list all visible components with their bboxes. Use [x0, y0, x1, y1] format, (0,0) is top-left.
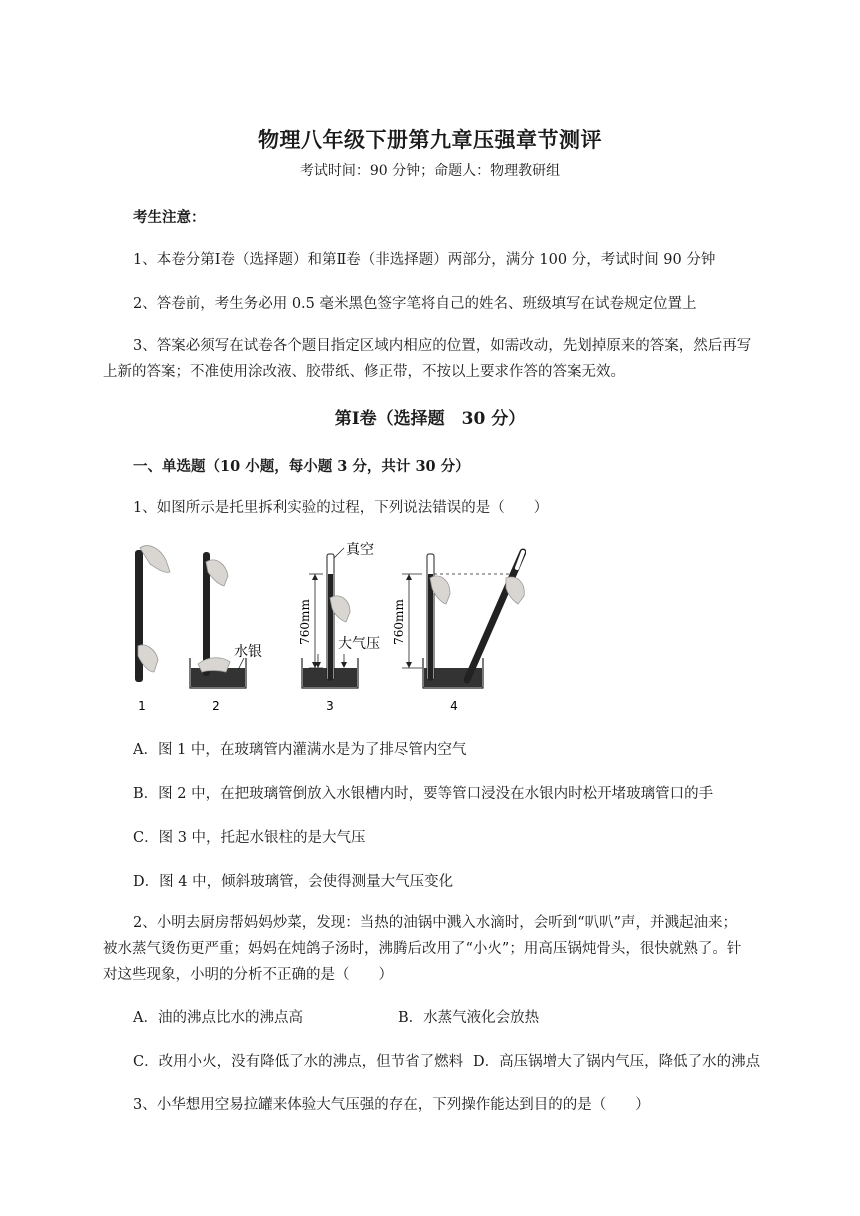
question-3-stem: 3、小华想用空易拉罐来体验大气压强的存在，下列操作能达到目的的是（ ） [133, 1097, 650, 1113]
question-1-option-a: A．图 1 中，在玻璃管内灌满水是为了排尽管内空气 [133, 742, 467, 758]
question-2-option-b: B．水蒸气液化会放热 [398, 1010, 540, 1026]
figure-3-label: 3 [326, 699, 334, 713]
section-title: 第Ⅰ卷（选择题 30 分） [334, 409, 526, 429]
notice-item: 2、答卷前，考生务必用 0.5 毫米黑色签字笔将自己的姓名、班级填写在试卷规定位置上 [133, 296, 697, 312]
question-1-option-b: B．图 2 中，在把玻璃管倒放入水银槽内时，要等管口浸没在水银内时松开堵玻璃管口的手 [133, 786, 714, 802]
figure-4 [392, 552, 524, 713]
part-heading: 一、单选题（10 小题，每小题 3 分，共计 30 分） [133, 458, 470, 475]
figure-2 [190, 552, 262, 713]
figure-1-label: 1 [138, 699, 146, 713]
notice-item: 3、答案必须写在试卷各个题目指定区域内相应的位置，如需改动，先划掉原来的答案，然后再写 [133, 338, 752, 354]
question-2-stem-line: 对这些现象，小明的分析不正确的是（ ） [103, 967, 393, 983]
question-2-option-c: C．改用小火，没有降低了水的沸点，但节省了燃料 [133, 1054, 464, 1070]
question-1-option-d: D．图 4 中，倾斜玻璃管，会使得测量大气压变化 [133, 874, 454, 890]
vacuum-label: 真空 [346, 542, 374, 558]
figure-4-label: 4 [450, 699, 458, 713]
question-1-option-c: C．图 3 中，托起水银柱的是大气压 [133, 830, 366, 846]
page-title: 物理八年级下册第九章压强章节测评 [258, 127, 602, 152]
question-2-option-d: D．高压锅增大了锅内气压，降低了水的沸点 [473, 1054, 761, 1070]
torricelli-experiment-figure [126, 538, 526, 718]
notice-heading: 考生注意： [133, 209, 206, 226]
height-label-3: 760mm [298, 599, 312, 645]
notice-item: 上新的答案；不准使用涂改液、胶带纸、修正带，不按以上要求作答的答案无效。 [103, 364, 625, 380]
figure-3 [298, 541, 380, 713]
exam-info: 考试时间：90 分钟；命题人：物理教研组 [299, 163, 561, 179]
figure-1 [135, 546, 170, 713]
mercury-label: 水银 [234, 644, 262, 660]
question-2-stem-line: 2、小明去厨房帮妈妈炒菜，发现：当热的油锅中溅入水滴时，会听到“叭叭”声，并溅起油来； [133, 915, 738, 931]
question-2-option-a: A．油的沸点比水的沸点高 [133, 1010, 303, 1026]
height-label-4: 760mm [392, 599, 406, 645]
atm-pressure-label: 大气压 [338, 636, 380, 652]
notice-item: 1、本卷分第Ⅰ卷（选择题）和第Ⅱ卷（非选择题）两部分，满分 100 分，考试时间 90 分钟 [133, 252, 716, 268]
question-2-stem-line: 被水蒸气烫伤更严重；妈妈在炖鸽子汤时，沸腾后改用了“小火”；用高压锅炖骨头，很快就熟了。针 [103, 941, 742, 957]
question-1-stem: 1、如图所示是托里拆利实验的过程，下列说法错误的是（ ） [133, 500, 549, 516]
figure-2-label: 2 [212, 699, 220, 713]
